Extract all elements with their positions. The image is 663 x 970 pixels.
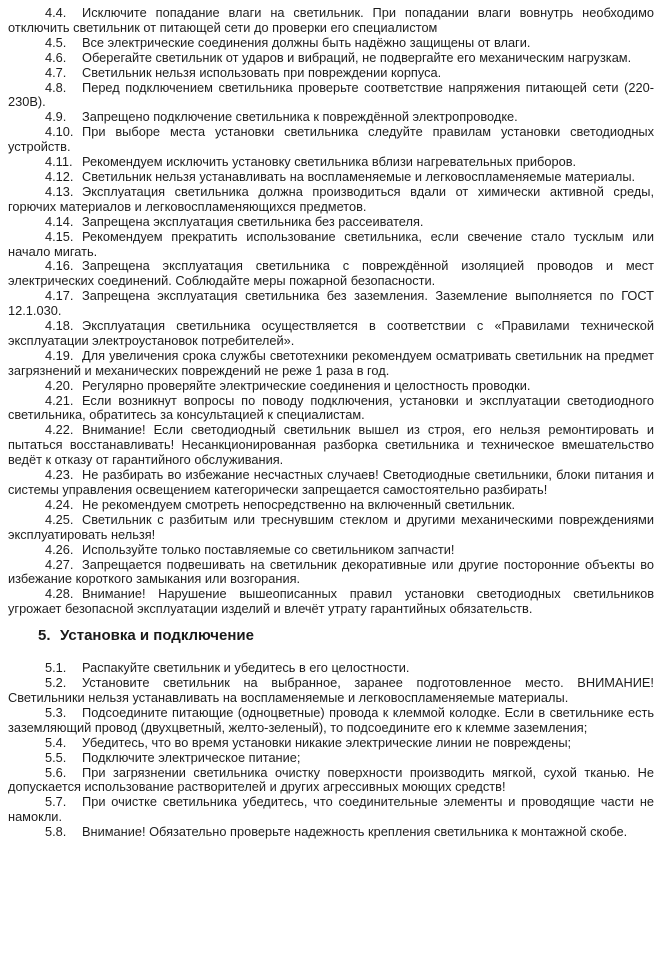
item-text: Светильник нельзя использовать при повреждении корпуса. [82, 64, 442, 80]
list-item [8, 766, 654, 796]
item-text: Светильник нельзя устанавливать на воспламеняемые и легковоспламеняемые материалы. [82, 168, 636, 184]
list-item [8, 125, 654, 155]
item-text: Рекомендуем исключить установку светильника вблизи нагревательных приборов. [82, 154, 577, 170]
item-text: Запрещается подвешивать на светильник декоративные или другие посторонние объекты во избежание короткого замыкания или возгорания. [8, 556, 654, 587]
item-number: 5.1. [45, 660, 67, 676]
list-item [8, 543, 654, 558]
section-5-title: Установка и подключение [60, 627, 254, 645]
item-text: Запрещена эксплуатация светильника с повреждённой изоляцией проводов и мест электрических соединений. Соблюдайте меры пожарной безопасности. [8, 258, 654, 289]
item-number: 5.6. [45, 764, 67, 780]
item-number: 4.12. [45, 168, 74, 184]
list-item [8, 513, 654, 543]
item-text: Эксплуатация светильника осуществляется в соответствии с «Правилами технической эксплуатации электроустановок потребителей». [8, 318, 654, 348]
item-number: 5.3. [45, 704, 67, 720]
item-number: 4.28. [45, 586, 74, 602]
item-text: Не разбирать во избежание несчастных случаев! Светодиодные светильники, блоки питания и системы управления освещением категорически запрещается самостоятельно разбирать! [8, 467, 654, 497]
list-item [8, 155, 654, 170]
list-item [8, 170, 654, 185]
item-number: 5.4. [45, 734, 67, 750]
section-5-list [8, 661, 654, 840]
item-text: При выборе места установки светильника следуйте правилам установки светодиодных устройств. [8, 124, 654, 155]
item-number: 4.8. [45, 79, 67, 95]
list-item [8, 676, 654, 706]
item-number: 4.14. [45, 213, 74, 229]
item-text: При очистке светильника убедитесь, что соединительные элементы и проводящие части не намокли. [8, 794, 654, 825]
list-item [8, 51, 654, 66]
item-number: 4.5. [45, 34, 67, 50]
list-item [8, 394, 654, 424]
item-number: 5.2. [45, 675, 67, 691]
item-text: При загрязнении светильника очистку поверхности производить мягкой, сухой тканью. Не допускается использование растворителей и других агрессивных моющих средств! [8, 764, 654, 795]
item-text: Регулярно проверяйте электрические соединения и целостность проводки. [82, 377, 531, 393]
list-item [8, 289, 654, 319]
list-item [8, 825, 654, 840]
item-number: 5.8. [45, 824, 67, 840]
list-item [8, 587, 654, 617]
item-number: 4.18. [45, 318, 74, 334]
item-number: 4.25. [45, 511, 74, 527]
item-text: Запрещена эксплуатация светильника без заземления. Заземление выполняется по ГОСТ 12.1.030. [8, 288, 654, 319]
item-text: Подключите электрическое питание; [82, 749, 301, 765]
item-text: Все электрические соединения должны быть надёжно защищены от влаги. [82, 34, 531, 50]
item-number: 4.15. [45, 228, 74, 244]
list-item [8, 661, 654, 676]
list-item [8, 736, 654, 751]
item-number: 4.11. [45, 154, 73, 170]
item-text: Внимание! Обязательно проверьте надежность крепления светильника к монтажной скобе. [82, 824, 628, 840]
item-text: Установите светильник на выбранное, заранее подготовленное место. ВНИМАНИЕ! Светильники нельзя устанавливать на воспламеняемые и легковоспламеняемые материалы. [8, 675, 654, 705]
item-number: 5.5. [45, 749, 67, 765]
item-number: 4.22. [45, 422, 74, 438]
item-text: Подсоедините питающие (одноцветные) провода к клеммой колодке. Если в светильнике есть заземляющий провод (двухцветный, желто-зеленый), то подсоедините его к клемме заземления; [8, 704, 654, 735]
list-item [8, 468, 654, 498]
list-item [8, 215, 654, 230]
item-text: Оберегайте светильник от ударов и вибраций, не подвергайте его механическим нагрузкам. [82, 49, 632, 65]
item-number: 4.21. [45, 392, 74, 408]
item-text: Запрещена эксплуатация светильника без рассеивателя. [82, 213, 424, 229]
item-number: 4.27. [45, 556, 74, 572]
list-item [8, 795, 654, 825]
section-5-number: 5. [38, 627, 51, 645]
list-item [8, 558, 654, 588]
item-text: Перед подключением светильника проверьте соответствие напряжения питающей сети (220-230В). [8, 79, 654, 110]
item-number: 4.17. [45, 288, 74, 304]
list-item [8, 110, 654, 125]
item-text: Внимание! Если светодиодный светильник вышел из строя, его нельзя ремонтировать и пытаться восстанавливать! Несанкционированная разборка светильника и техническое вмешательство ведёт к отказу от гарантийного обслуживания. [8, 422, 654, 468]
list-item [8, 319, 654, 349]
list-item [8, 379, 654, 394]
list-item [8, 81, 654, 111]
item-number: 4.20. [45, 377, 74, 393]
item-number: 4.10. [45, 124, 74, 140]
item-number: 4.4. [45, 5, 67, 20]
item-number: 4.13. [45, 183, 74, 199]
item-number: 4.23. [45, 467, 74, 483]
section-4-list [8, 6, 654, 617]
item-text: Не рекомендуем смотреть непосредственно на включенный светильник. [82, 496, 515, 512]
item-number: 4.19. [45, 347, 74, 363]
item-text: Если возникнут вопросы по поводу подключения, установки и эксплуатации светодиодного светильника, обратитесь за консультацией к специалистам. [8, 392, 654, 423]
item-text: Внимание! Нарушение вышеописанных правил установки светодиодных светильников угрожает безопасной эксплуатации изделий и влечёт утрату гарантийных обязательств. [8, 586, 654, 617]
list-item [8, 230, 654, 260]
item-text: Запрещено подключение светильника к повреждённой электропроводке. [82, 109, 518, 125]
item-number: 5.7. [45, 794, 67, 810]
item-text: Распакуйте светильник и убедитесь в его целостности. [82, 660, 410, 676]
section-5-heading [38, 626, 654, 646]
item-number: 4.7. [45, 64, 67, 80]
list-item [8, 66, 654, 81]
list-item [8, 185, 654, 215]
item-text: Используйте только поставляемые со светильником запчасти! [82, 541, 455, 557]
list-item [8, 423, 654, 468]
item-number: 4.16. [45, 258, 74, 274]
list-item [8, 706, 654, 736]
item-text: Для увеличения срока службы светотехники рекомендуем осматривать светильник на предмет загрязнений и механических повреждений не реже 1 раза в год. [8, 347, 654, 378]
list-item [8, 6, 654, 36]
list-item [8, 36, 654, 51]
list-item [8, 498, 654, 513]
item-number: 4.24. [45, 496, 74, 512]
item-number: 4.6. [45, 49, 67, 65]
item-text: Исключите попадание влаги на светильник. При попадании влаги вовнутрь необходимо отключить светильник от питающей сети до проверки его специалистом [8, 5, 654, 35]
item-text: Рекомендуем прекратить использование светильника, если свечение стало тусклым или начало мигать. [8, 228, 654, 259]
list-item [8, 349, 654, 379]
item-text: Светильник с разбитым или треснувшим стеклом и другими механическими повреждениями эксплуатировать нельзя! [8, 511, 654, 542]
list-item [8, 259, 654, 289]
item-text: Убедитесь, что во время установки никакие электрические линии не повреждены; [82, 734, 572, 750]
item-number: 4.26. [45, 541, 74, 557]
list-item [8, 751, 654, 766]
item-text: Эксплуатация светильника должна производиться вдали от химически активной среды, горючих материалов и легковоспламеняющихся предметов. [8, 183, 654, 214]
item-number: 4.9. [45, 109, 67, 125]
